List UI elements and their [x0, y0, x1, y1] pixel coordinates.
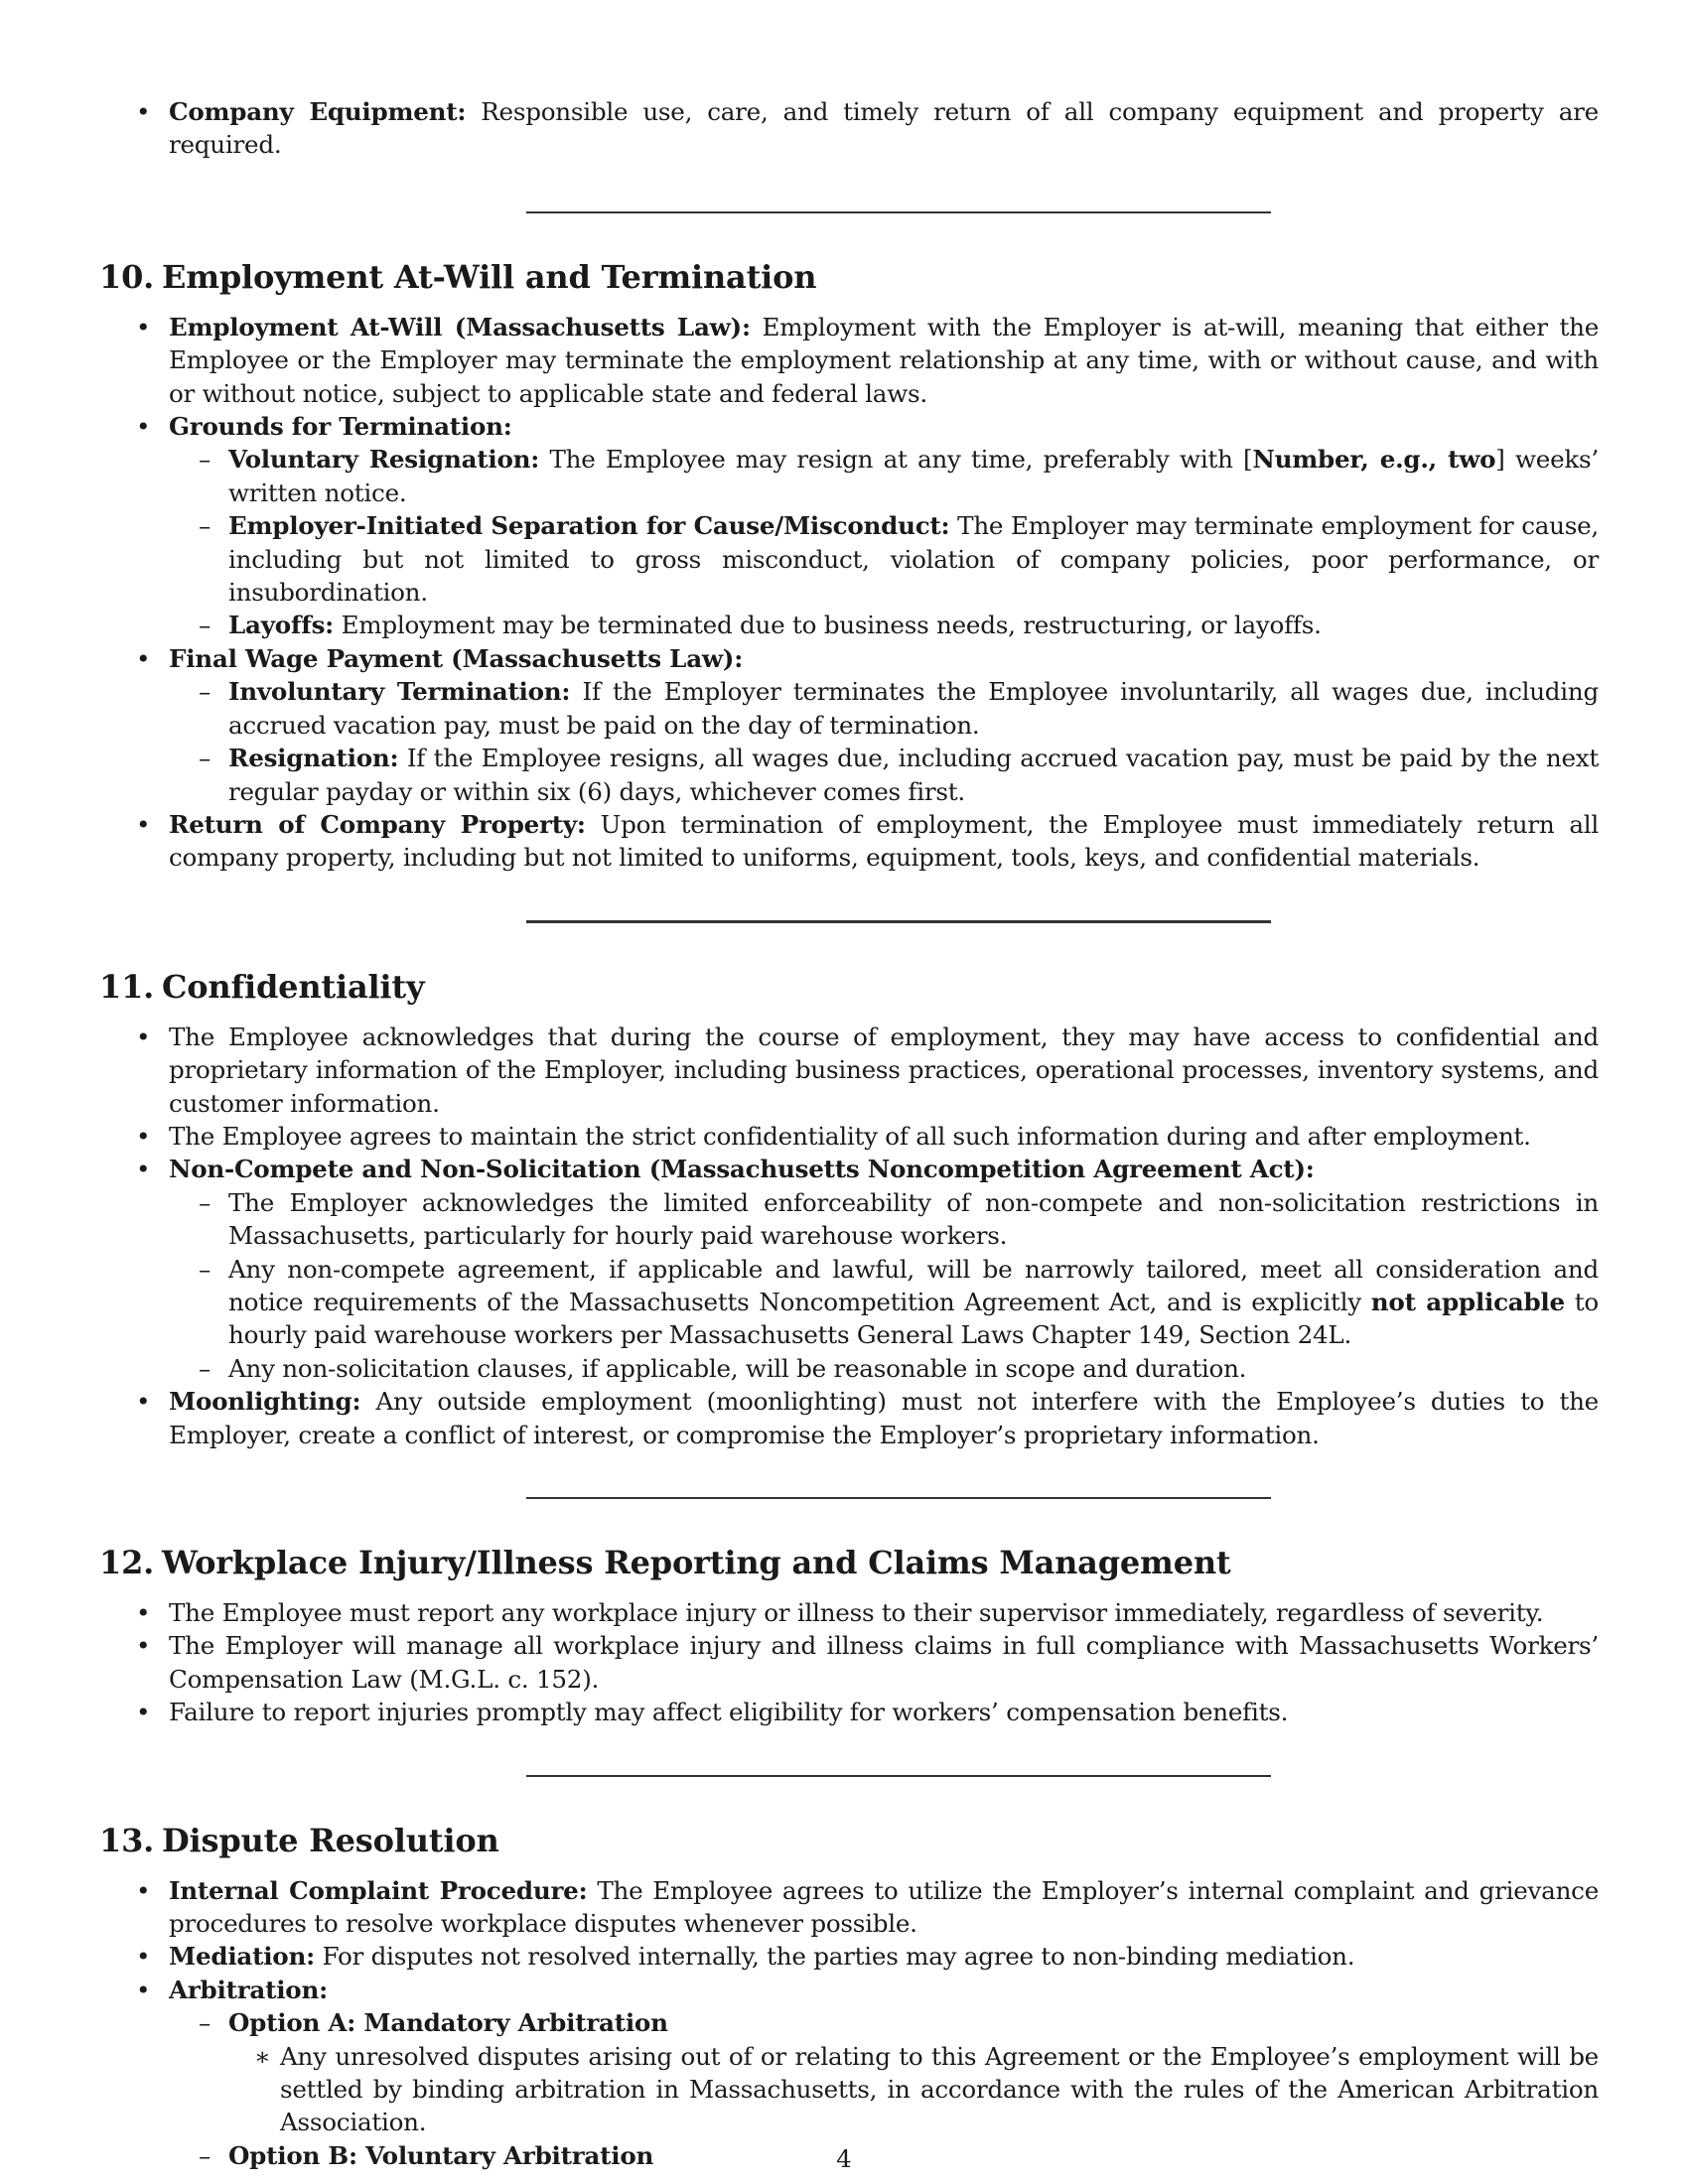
- section-11-list: [99, 1021, 1599, 1451]
- section-heading-13: 13. Dispute Resolution: [99, 1821, 499, 1859]
- sub-list-item: – Option B: Voluntary Arbitration: [169, 2139, 1599, 2172]
- sub-list-item: – Any non-solicitation clauses, if applicable, will be reasonable in scope and duration.: [169, 1352, 1599, 1385]
- list-item: • Internal Complaint Procedure: The Employee agrees to utilize the Employer’s internal complaint and grievance procedures to resolve workplace disputes whenever possible.: [99, 1874, 1599, 1941]
- section-heading-11: 11. Confidentiality: [99, 967, 425, 1006]
- sub-list-item: – Employer-Initiated Separation for Cause/Misconduct: The Employer may terminate employment for cause, including but not limited to gross misconduct, violation of company policies, poor performance, or insubordination.: [169, 509, 1599, 609]
- list-item: • Grounds for Termination: – Voluntary Resignation: The Employee may resign at any time, preferably with [Number, e.g., two] weeks’ written notice. – Employer-Initiated Separation for Cause/Misconduct: The Employer may terminate employment for cause, including but not limited to gross misconduct, violation of company policies, poor performance, or insubordination. – Layoffs: Employment may be terminated due to business needs, restructuring, or layoffs.: [99, 410, 1599, 642]
- sub-list-item: – Voluntary Resignation: The Employee may resign at any time, preferably with [Number, e.g., two] weeks’ written notice.: [169, 443, 1599, 509]
- list-item: • Non-Compete and Non-Solicitation (Massachusetts Noncompetition Agreement Act): – The Employer acknowledges the limited enforceability of non-compete and non-solicitation restrictions in Massachusetts, particularly for hourly paid warehouse workers. – Any non-compete agreement, if applicable and lawful, will be narrowly tailored, meet all consideration and notice requirements of the Massachusetts Noncompetition Agreement Act, and is explicitly not applicable to hourly paid warehouse workers per Massachusetts General Laws Chapter 149, Section 24L. – Any non-solicitation clauses, if applicable, will be reasonable in scope and duration.: [99, 1153, 1599, 1385]
- list-item: • The Employer will manage all workplace injury and illness claims in full compliance with Massachusetts Workers’ Compensation Law (M.G.L. c. 152).: [99, 1629, 1599, 1696]
- sub-list-item: – Option A: Mandatory Arbitration ∗ Any unresolved disputes arising out of or relating to this Agreement or the Employee’s employment will be settled by binding arbitration in Massachusetts, in accordance with the rules of the American Arbitration Association.: [169, 2006, 1599, 2139]
- section-divider: [526, 211, 1271, 213]
- section-10-list: [99, 311, 1599, 875]
- section-divider: [526, 1497, 1271, 1499]
- section-13-list: [99, 1874, 1599, 2173]
- sub-list-item: – Involuntary Termination: If the Employer terminates the Employee involuntarily, all wages due, including accrued vacation pay, must be paid on the day of termination.: [169, 675, 1599, 742]
- item-text: Responsible use, care, and timely return of all company equipment and property are required.: [169, 97, 1599, 160]
- list-item: • Mediation: For disputes not resolved internally, the parties may agree to non-binding mediation.: [99, 1940, 1599, 1973]
- section-heading-10: 10. Employment At-Will and Termination: [99, 257, 817, 296]
- equipment-list: [99, 95, 1599, 162]
- list-item: • Employment At-Will (Massachusetts Law): Employment with the Employer is at-will, meaning that either the Employee or the Employer may terminate the employment relationship at any time, with or without cause, and with or without notice, subject to applicable state and federal laws.: [99, 311, 1599, 410]
- sub-list-item: – The Employer acknowledges the limited enforceability of non-compete and non-solicitation restrictions in Massachusetts, particularly for hourly paid warehouse workers.: [169, 1186, 1599, 1253]
- list-item: • The Employee must report any workplace injury or illness to their supervisor immediately, regardless of severity.: [99, 1596, 1599, 1629]
- document-page: [99, 95, 1599, 2172]
- section-12-list: [99, 1596, 1599, 1729]
- list-item: • The Employee agrees to maintain the strict confidentiality of all such information during and after employment.: [99, 1120, 1599, 1153]
- section-divider: [526, 920, 1271, 923]
- section-heading-12: 12. Workplace Injury/Illness Reporting and Claims Management: [99, 1544, 1231, 1581]
- list-item: • Failure to report injuries promptly may affect eligibility for workers’ compensation benefits.: [99, 1696, 1599, 1728]
- list-item: • Return of Company Property: Upon termination of employment, the Employee must immediately return all company property, including but not limited to uniforms, equipment, tools, keys, and confidential materials.: [99, 808, 1599, 875]
- list-item: • Arbitration: – Option A: Mandatory Arbitration ∗ Any unresolved disputes arising out of or relating to this Agreement or the Employee’s employment will be settled by binding arbitration in Massachusetts, in accordance with the rules of the American Arbitration Association. – Option B: Voluntary Arbitration: [99, 1974, 1599, 2172]
- sub-list-item: – Layoffs: Employment may be terminated due to business needs, restructuring, or layoffs.: [169, 609, 1599, 641]
- section-divider: [526, 1775, 1271, 1777]
- list-item: [99, 95, 1599, 162]
- list-item: • Final Wage Payment (Massachusetts Law): – Involuntary Termination: If the Employer terminates the Employee involuntarily, all wages due, including accrued vacation pay, must be paid on the day of termination. – Resignation: If the Employee resigns, all wages due, including accrued vacation pay, must be paid by the next regular payday or within six (6) days, whichever comes first.: [99, 642, 1599, 808]
- page-number: 4: [836, 2144, 852, 2173]
- sub-list-item: – Resignation: If the Employee resigns, all wages due, including accrued vacation pay, must be paid by the next regular payday or within six (6) days, whichever comes first.: [169, 742, 1599, 808]
- list-item: • The Employee acknowledges that during the course of employment, they may have access to confidential and proprietary information of the Employer, including business practices, operational processes, inventory systems, and customer information.: [99, 1021, 1599, 1120]
- item-label: Company Equipment:: [169, 97, 467, 126]
- sub-sub-list-item: ∗ Any unresolved disputes arising out of or relating to this Agreement or the Employee’s employment will be settled by binding arbitration in Massachusetts, in accordance with the rules of the American Arbitration Association.: [228, 2040, 1599, 2139]
- list-item: • Moonlighting: Any outside employment (moonlighting) must not interfere with the Employee’s duties to the Employer, create a conflict of interest, or compromise the Employer’s proprietary information.: [99, 1385, 1599, 1451]
- sub-list-item: – Any non-compete agreement, if applicable and lawful, will be narrowly tailored, meet all consideration and notice requirements of the Massachusetts Noncompetition Agreement Act, and is explicitly not applicable to hourly paid warehouse workers per Massachusetts General Laws Chapter 149, Section 24L.: [169, 1253, 1599, 1352]
